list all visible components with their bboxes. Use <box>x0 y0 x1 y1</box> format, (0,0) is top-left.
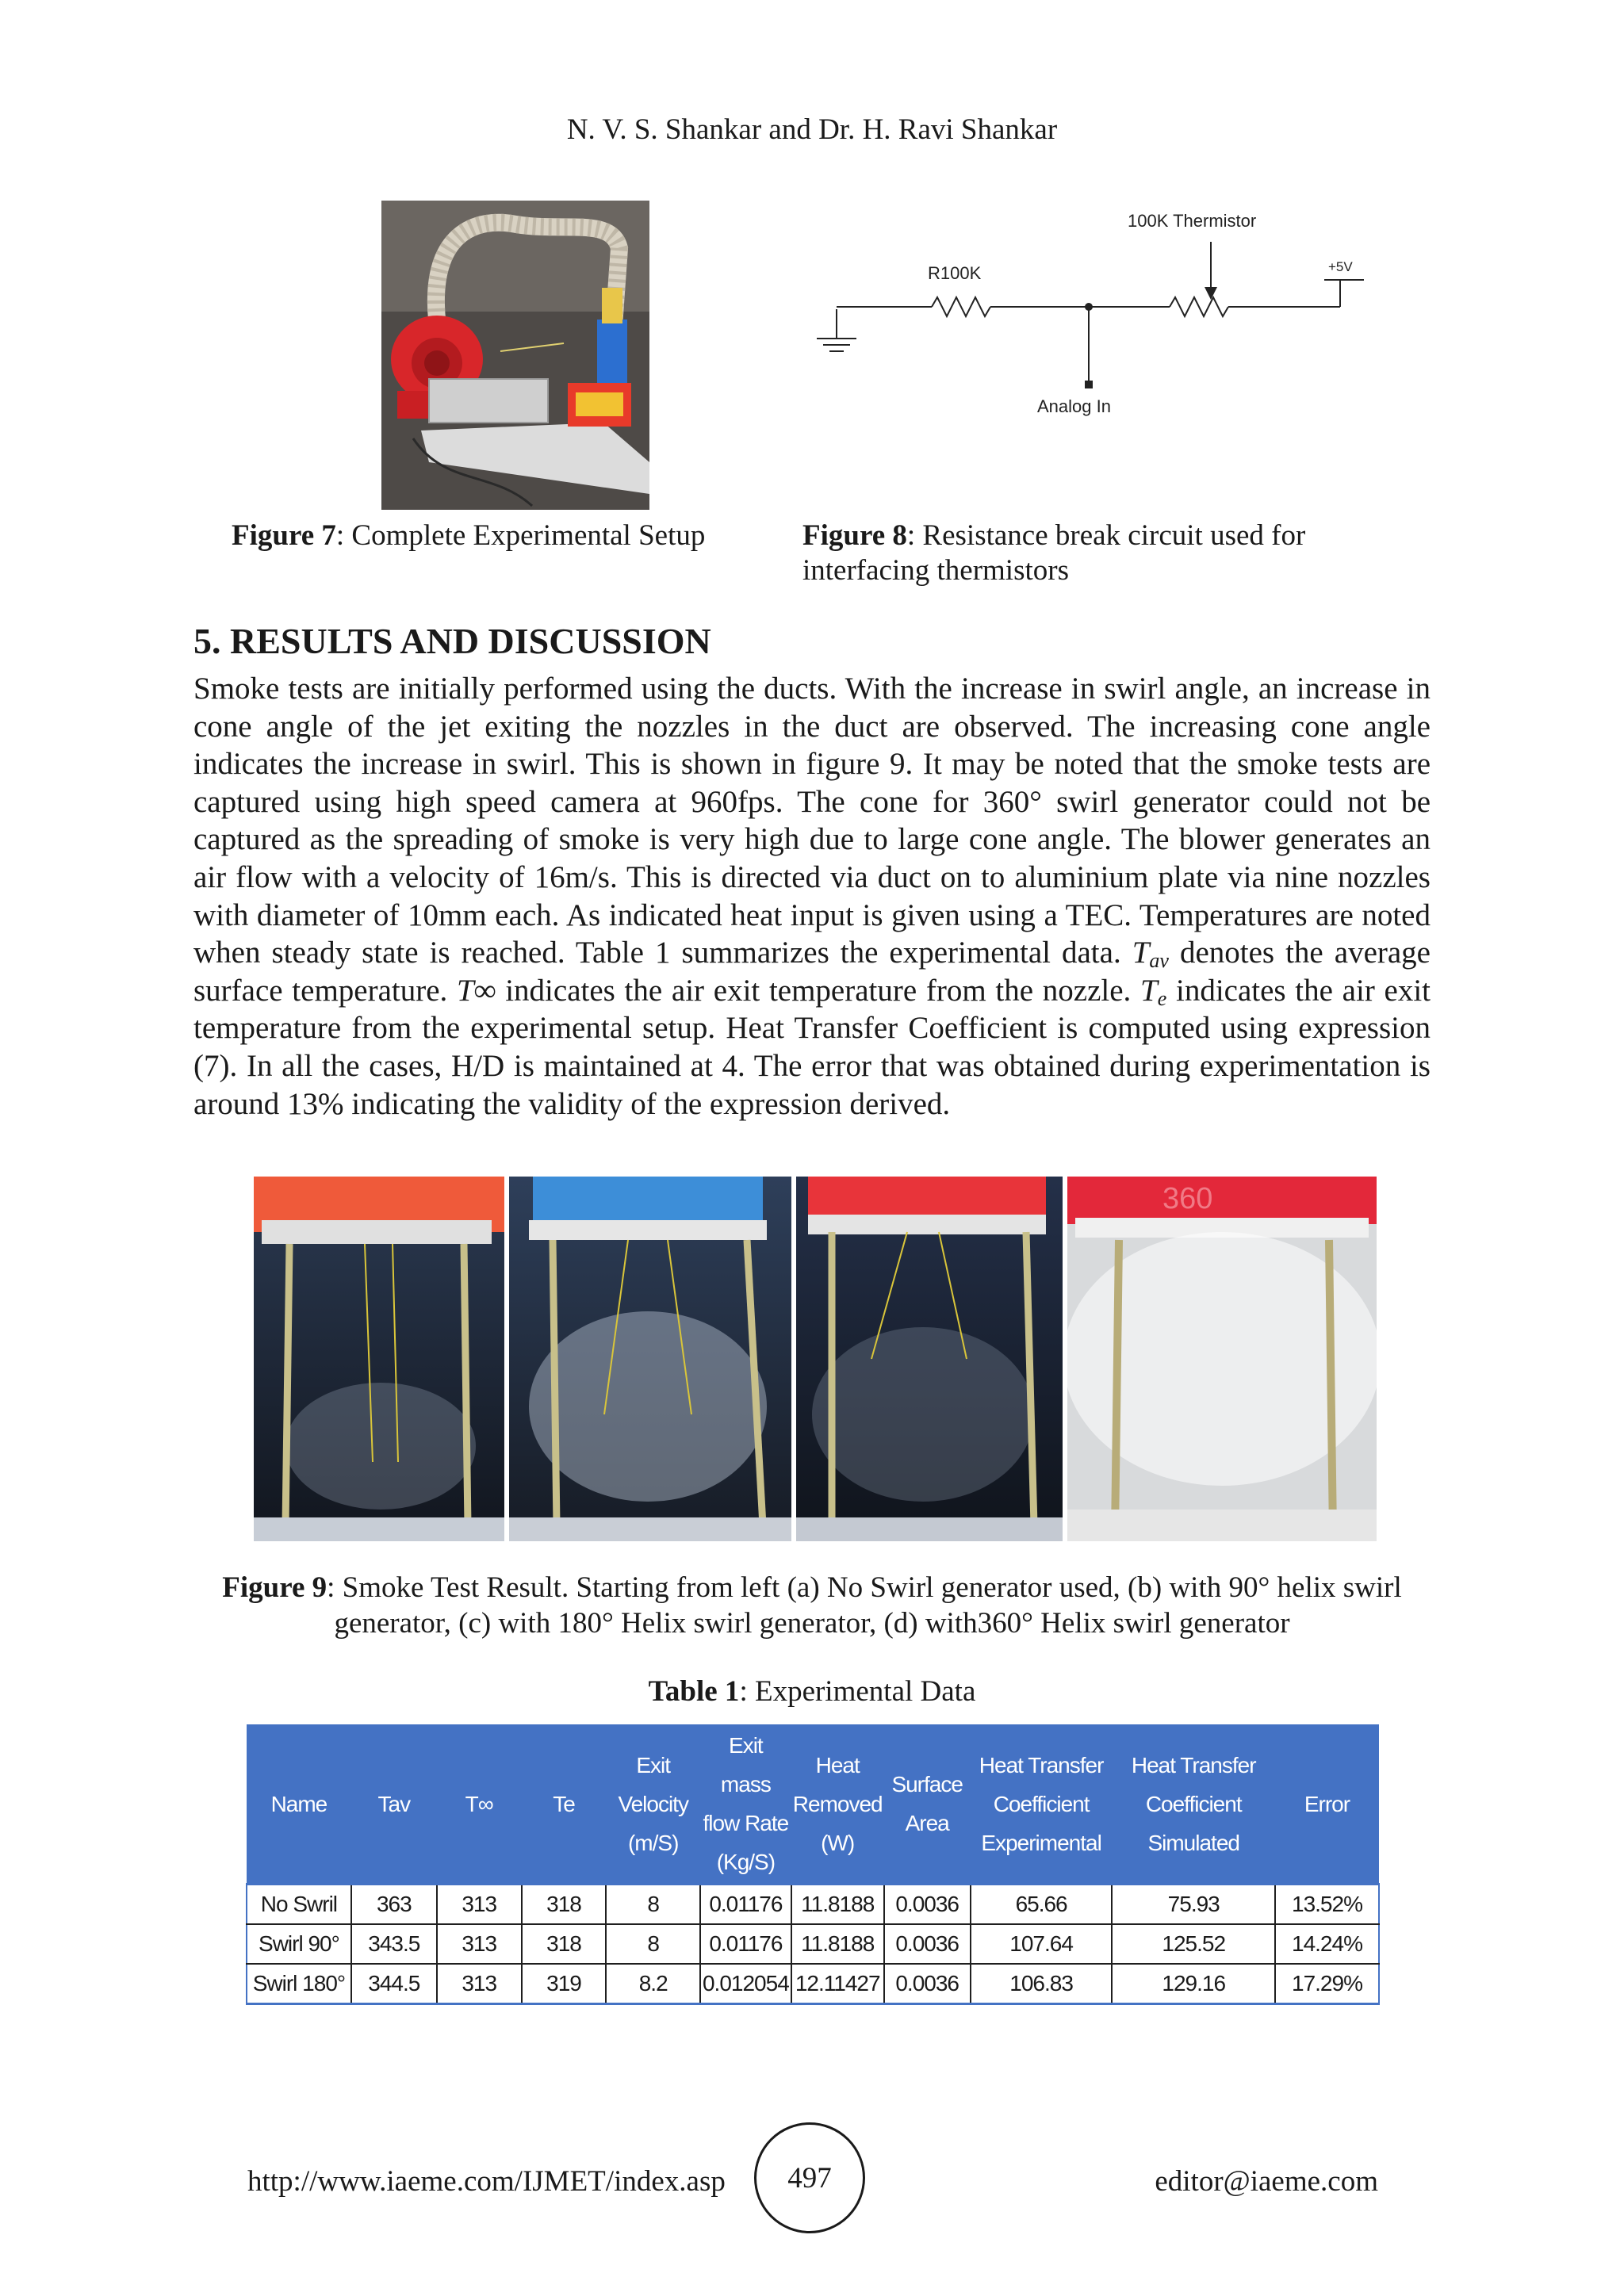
header-tinf: T∞ <box>437 1724 522 1885</box>
table-cell: 313 <box>437 1964 522 2004</box>
figure9-caption <box>198 1570 1426 1641</box>
resistor-label: R100K <box>928 263 982 283</box>
table-cell: 318 <box>522 1924 607 1964</box>
table-cell: 17.29% <box>1275 1964 1379 2004</box>
supply-label: +5V <box>1328 259 1353 274</box>
table-cell: 0.0036 <box>884 1924 971 1964</box>
table-cell: 0.012054 <box>700 1964 791 2004</box>
figure8-label: Figure 8 <box>802 519 907 552</box>
header-htc-simulated: Heat Transfer Coefficient Simulated <box>1112 1724 1275 1885</box>
running-head: N. V. S. Shankar and Dr. H. Ravi Shankar <box>566 113 1058 146</box>
table-cell: 106.83 <box>971 1964 1113 2004</box>
thermistor-label: 100K Thermistor <box>1128 211 1257 231</box>
table-cell: 14.24% <box>1275 1924 1379 1964</box>
smoke-panel-b <box>509 1177 791 1541</box>
table-cell: 129.16 <box>1112 1964 1275 2004</box>
body-paragraph <box>193 670 1431 1123</box>
header-surface-area: Surface Area <box>884 1724 971 1885</box>
table-cell: 12.11427 <box>791 1964 884 2004</box>
footer-url-link[interactable]: http://www.iaeme.com/IJMET/index.asp <box>247 2165 726 2198</box>
paragraph-part-1: Smoke tests are initially performed using the ducts. With the increase in swirl angle, an increase in cone angle of the jet exiting the nozzles in the duct are observed. The increasing cone angle indicates the increase in swirl. This is shown in figure 9. It may be noted that the smoke tests are captured using high speed camera at 960fps. The cone for 360° swirl generator could not be captured as the spreading of smoke is very high due to large cone angle. The blower generates an air flow with a velocity of 16m/s. This is directed via duct on to aluminium plate via nine nozzles with diameter of 10mm each. As indicated heat input is given using a TEC. Temperatures are noted when steady state is reached. Table 1 summarizes the experimental data. <box>193 672 1431 970</box>
smoke-panel-d <box>1067 1177 1377 1541</box>
table-cell: Swirl 180° <box>247 1964 351 2004</box>
table-cell: 0.01176 <box>700 1885 791 1925</box>
figure7-caption-text: : Complete Experimental Setup <box>335 519 706 552</box>
figure8-circuit-diagram <box>801 198 1404 436</box>
paragraph-part-2: denotes the average surface temperature. <box>193 936 1431 1008</box>
experimental-data-table <box>246 1724 1380 2005</box>
symbol-tinf: T∞ <box>457 973 496 1008</box>
figure9-label: Figure 9 <box>222 1571 327 1604</box>
table-cell: 344.5 <box>351 1964 437 2004</box>
table-cell: 8 <box>606 1885 700 1925</box>
figure7-caption <box>232 519 705 553</box>
table-cell: 363 <box>351 1885 437 1925</box>
header-htc-experimental: Heat Transfer Coefficient Experimental <box>971 1724 1113 1885</box>
table-row <box>247 1924 1379 1964</box>
symbol-te: $T_e$ <box>1140 973 1167 1010</box>
figure9-caption-text: : Smoke Test Result. Starting from left (a) No Swirl generator used, (b) with 90° helix swirl generator, (c) with 180° Helix swirl generator, (d) with360° Helix swirl generator <box>327 1571 1402 1640</box>
header-heat-removed: Heat Removed (W) <box>791 1724 884 1885</box>
figure7-label: Figure 7 <box>232 519 336 552</box>
analog-in-label: Analog In <box>1037 396 1111 416</box>
table1-title <box>0 1674 1624 1709</box>
table-cell: 0.0036 <box>884 1964 971 2004</box>
table-cell: 11.8188 <box>791 1924 884 1964</box>
table-cell: 75.93 <box>1112 1885 1275 1925</box>
table-row <box>247 1964 1379 2004</box>
header-mass-flow: Exit mass flow Rate (Kg/S) <box>700 1724 791 1885</box>
table-cell: 65.66 <box>971 1885 1113 1925</box>
symbol-tav: $T_{av}$ <box>1132 936 1169 973</box>
table-cell: 319 <box>522 1964 607 2004</box>
header-te: Te <box>522 1724 607 1885</box>
table-cell: No Swril <box>247 1885 351 1925</box>
table1-title-text: : Experimental Data <box>739 1675 976 1708</box>
figure8-caption <box>802 519 1358 588</box>
smoke-panel-c <box>796 1177 1063 1541</box>
table-cell: 107.64 <box>971 1924 1113 1964</box>
table-cell: 313 <box>437 1924 522 1964</box>
header-error: Error <box>1275 1724 1379 1885</box>
header-exit-velocity: Exit Velocity (m/S) <box>606 1724 700 1885</box>
table-header-row <box>247 1724 1379 1885</box>
smoke-panel-a <box>254 1177 504 1541</box>
table-cell: 125.52 <box>1112 1924 1275 1964</box>
figure9-smoke-panels <box>254 1177 1377 1541</box>
table-cell: 343.5 <box>351 1924 437 1964</box>
table-cell: 11.8188 <box>791 1885 884 1925</box>
page-number: 497 <box>754 2122 865 2233</box>
table-cell: 318 <box>522 1885 607 1925</box>
header-tav: Tav <box>351 1724 437 1885</box>
table-cell: 313 <box>437 1885 522 1925</box>
table-cell: 8.2 <box>606 1964 700 2004</box>
paragraph-part-4: indicates the air exit temperature from the experimental setup. Heat Transfer Coefficient is computed using expression (7). In all the cases, H/D is maintained at 4. The error that was obtained during experimentation is around 13% indicating the validity of the expression derived. <box>193 973 1431 1121</box>
table-cell: Swirl 90° <box>247 1924 351 1964</box>
table1-label: Table 1 <box>648 1675 740 1708</box>
section-heading: 5. RESULTS AND DISCUSSION <box>193 621 711 661</box>
paragraph-part-3: indicates the air exit temperature from the nozzle. <box>496 973 1141 1008</box>
panel-d-marking: 360 <box>1162 1182 1213 1215</box>
table-cell: 8 <box>606 1924 700 1964</box>
figure7-photo <box>381 201 649 510</box>
table-cell: 0.01176 <box>700 1924 791 1964</box>
table-row <box>247 1885 1379 1925</box>
footer-email-link[interactable]: editor@iaeme.com <box>1155 2165 1378 2198</box>
header-name: Name <box>247 1724 351 1885</box>
table-cell: 0.0036 <box>884 1885 971 1925</box>
table-cell: 13.52% <box>1275 1885 1379 1925</box>
figure8-caption-text: : Resistance break circuit used for interfacing thermistors <box>802 519 1306 587</box>
